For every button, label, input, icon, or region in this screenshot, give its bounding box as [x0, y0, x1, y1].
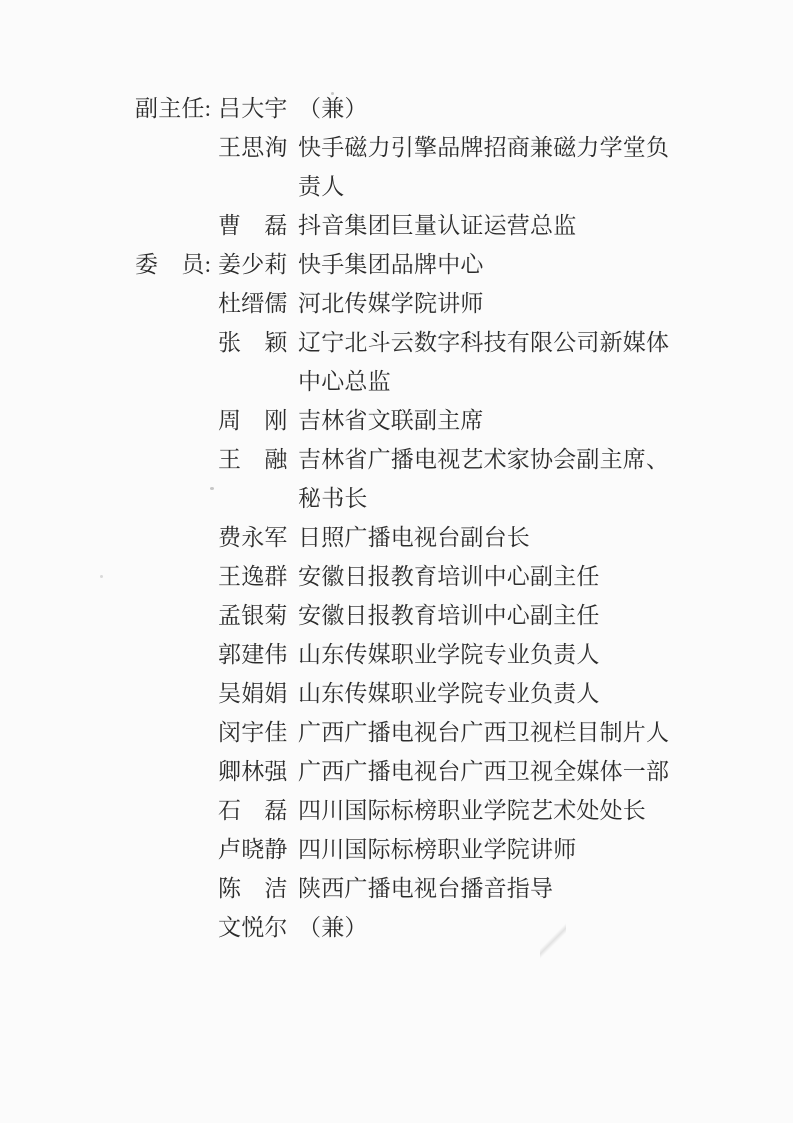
member-name: 王逸群	[218, 564, 288, 589]
scan-speck	[210, 487, 214, 490]
member-name: 王思洵	[218, 135, 288, 160]
member-row	[135, 713, 670, 752]
member-title: 快手磁力引擎品牌招商兼磁力学堂负责人	[298, 135, 670, 199]
scan-speck	[331, 92, 334, 95]
scan-streak	[540, 922, 566, 960]
member-row	[135, 206, 665, 245]
member-title: 四川国际标榜职业学院艺术处处长	[298, 798, 646, 823]
member-row	[135, 401, 665, 440]
member-row	[135, 752, 670, 791]
member-title: 辽宁北斗云数字科技有限公司新媒体中心总监	[298, 330, 670, 394]
member-row	[135, 128, 670, 206]
member-title: 抖音集团巨量认证运营总监	[298, 213, 577, 238]
member-name: 吴娟娟	[218, 681, 288, 706]
member-row	[135, 635, 665, 674]
member-name: 王 融	[218, 447, 288, 472]
member-name: 闵宇佳	[218, 720, 288, 745]
member-row	[135, 791, 665, 830]
member-row	[135, 869, 665, 908]
member-title: 四川国际标榜职业学院讲师	[298, 837, 577, 862]
member-row	[135, 323, 670, 401]
section-label: 委 员:	[135, 252, 212, 277]
member-row	[135, 89, 665, 128]
member-name: 文悦尔	[218, 915, 288, 940]
member-title: 广西广播电视台广西卫视栏目制片人	[298, 720, 670, 745]
member-row	[135, 245, 665, 284]
member-name: 曹 磊	[218, 213, 288, 238]
member-title: 安徽日报教育培训中心副主任	[298, 564, 600, 589]
member-name: 姜少莉	[218, 252, 288, 277]
member-name: 陈 洁	[218, 876, 288, 901]
member-name: 费永军	[218, 525, 288, 550]
member-title: 吉林省广播电视艺术家协会副主席、秘书长	[298, 447, 670, 511]
member-title: 吉林省文联副主席	[298, 408, 484, 433]
member-row	[135, 596, 665, 635]
member-row	[135, 830, 665, 869]
member-name: 张 颖	[218, 330, 288, 355]
member-title: 快手集团品牌中心	[298, 252, 484, 277]
member-name: 孟银菊	[218, 603, 288, 628]
member-row	[135, 518, 665, 557]
member-row	[135, 440, 670, 518]
member-title: 安徽日报教育培训中心副主任	[298, 603, 600, 628]
member-name: 杜缙儒	[218, 291, 288, 316]
member-title: 山东传媒职业学院专业负责人	[298, 681, 600, 706]
member-title: 日照广播电视台副台长	[298, 525, 530, 550]
member-title: （兼）	[298, 96, 368, 121]
member-title: （兼）	[298, 915, 368, 940]
member-title: 山东传媒职业学院专业负责人	[298, 642, 600, 667]
section-label: 副主任:	[135, 96, 212, 121]
member-name: 石 磊	[218, 798, 288, 823]
member-name: 周 刚	[218, 408, 288, 433]
member-title: 广西广播电视台广西卫视全媒体一部	[298, 759, 670, 784]
member-row	[135, 557, 665, 596]
member-name: 卢晓静	[218, 837, 288, 862]
member-title: 陕西广播电视台播音指导	[298, 876, 554, 901]
member-title: 河北传媒学院讲师	[298, 291, 484, 316]
document-body	[135, 89, 670, 947]
member-name: 吕大宇	[218, 96, 288, 121]
member-name: 郭建伟	[218, 642, 288, 667]
member-row	[135, 908, 665, 947]
scan-speck	[100, 575, 103, 578]
member-row	[135, 284, 665, 323]
member-name: 卿林强	[218, 759, 288, 784]
member-row	[135, 674, 665, 713]
